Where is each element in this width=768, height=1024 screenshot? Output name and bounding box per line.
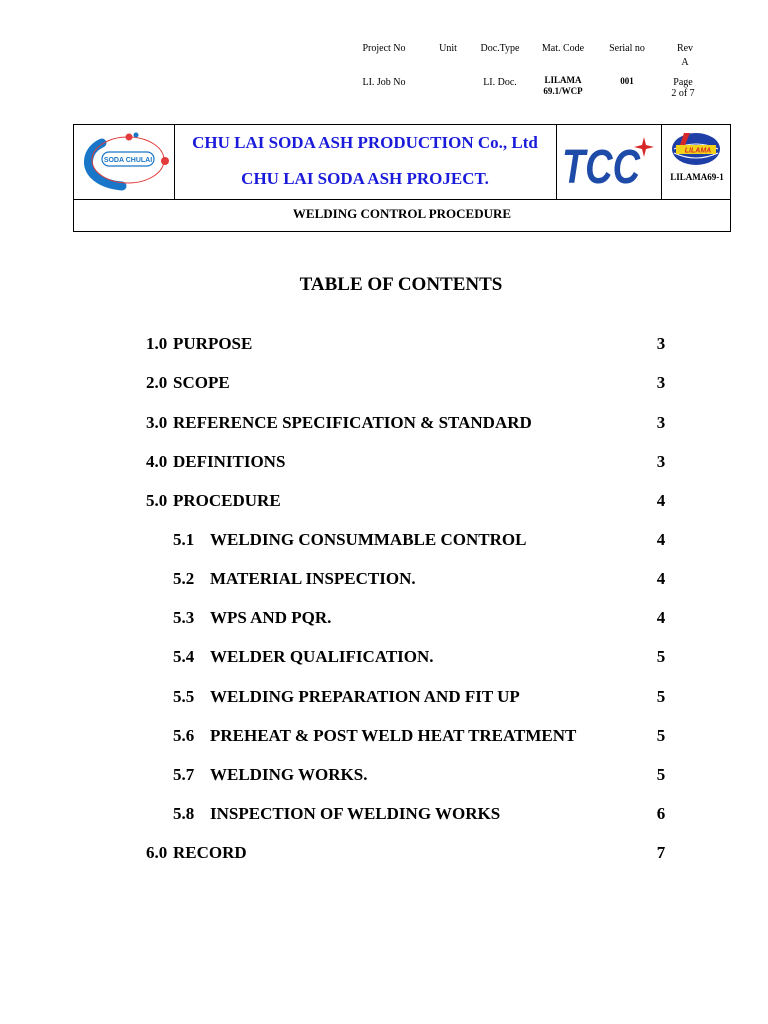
toc-entry-label: REFERENCE SPECIFICATION & STANDARD bbox=[173, 413, 532, 432]
tcc-logo-text: TCC bbox=[562, 141, 642, 193]
toc-entry-page: 5 bbox=[656, 765, 666, 784]
toc-entry-number: 5.7 bbox=[173, 765, 195, 784]
toc-entry-label: WELDING PREPARATION AND FIT UP bbox=[210, 687, 520, 706]
toc-entry-label: SCOPE bbox=[173, 373, 230, 392]
toc-entry bbox=[0, 334, 768, 356]
li-job-no: LI. Job No bbox=[362, 77, 406, 88]
toc-entry-page: 4 bbox=[656, 491, 666, 510]
divider bbox=[556, 125, 557, 199]
toc-entry-number: 5.6 bbox=[173, 726, 195, 745]
toc-entry-number: 5.5 bbox=[173, 687, 195, 706]
toc-entry bbox=[0, 726, 768, 748]
toc-entry-page: 4 bbox=[656, 530, 666, 549]
toc-entry-page: 3 bbox=[656, 413, 666, 432]
toc-entry-page: 7 bbox=[656, 843, 666, 862]
toc-entry bbox=[0, 647, 768, 669]
toc-entry-page: 5 bbox=[656, 726, 666, 745]
toc-entry-label: DEFINITIONS bbox=[173, 452, 286, 471]
divider bbox=[661, 125, 662, 199]
toc-entry-number: 5.2 bbox=[173, 569, 195, 588]
toc-entry bbox=[0, 491, 768, 513]
toc-entry-label: WELDING CONSUMMABLE CONTROL bbox=[210, 530, 527, 549]
rev-value: A bbox=[681, 57, 689, 68]
document-header bbox=[73, 124, 731, 232]
toc-entry-number: 5.8 bbox=[173, 804, 195, 823]
toc-entry-number: 5.3 bbox=[173, 608, 195, 627]
doc-type-label: Doc.Type bbox=[480, 43, 520, 54]
toc-entry-number: 3.0 bbox=[146, 413, 168, 432]
toc-entry bbox=[0, 765, 768, 787]
tcc-logo bbox=[560, 131, 658, 193]
toc-entry-page: 3 bbox=[656, 373, 666, 392]
toc-entry-number: 6.0 bbox=[146, 843, 168, 862]
soda-chulai-logo-text: SODA CHULAI bbox=[103, 157, 153, 164]
serial-no-label: Serial no bbox=[609, 43, 645, 54]
toc-entry-label: INSPECTION OF WELDING WORKS bbox=[210, 804, 501, 823]
toc-entry bbox=[0, 373, 768, 395]
document-title: WELDING CONTROL PROCEDURE bbox=[292, 206, 512, 221]
toc-entry-number: 5.0 bbox=[146, 491, 168, 510]
toc-entry-label: WPS AND PQR. bbox=[210, 608, 332, 627]
company-name: CHU LAI SODA ASH PRODUCTION Co., Ltd bbox=[192, 133, 538, 152]
toc-entry-label: MATERIAL INSPECTION. bbox=[210, 569, 416, 588]
mat-code-label: Mat. Code bbox=[541, 43, 585, 54]
toc-entry-label: WELDER QUALIFICATION. bbox=[210, 647, 434, 666]
toc-entry bbox=[0, 843, 768, 865]
divider bbox=[74, 199, 730, 200]
page-value: 2 of 7 bbox=[671, 88, 695, 99]
toc-entry-number: 5.1 bbox=[173, 530, 195, 549]
toc-entry-page: 5 bbox=[656, 647, 666, 666]
mat-code-line1: LILAMA bbox=[544, 75, 582, 85]
toc-entry-label: PURPOSE bbox=[173, 334, 253, 353]
lilama-code: LILAMA69-1 bbox=[670, 172, 724, 182]
toc-entry-page: 3 bbox=[656, 452, 666, 471]
mat-code-line2: 69.1/WCP bbox=[543, 86, 583, 96]
toc-entry bbox=[0, 569, 768, 591]
toc-entry bbox=[0, 687, 768, 709]
page-label: Page bbox=[673, 77, 693, 88]
toc-entry bbox=[0, 452, 768, 474]
toc-entry bbox=[0, 608, 768, 630]
unit-label: Unit bbox=[439, 43, 457, 54]
toc-entry bbox=[0, 413, 768, 435]
toc-entry bbox=[0, 530, 768, 552]
toc-entry-page: 6 bbox=[656, 804, 666, 823]
toc-entry-page: 4 bbox=[656, 569, 666, 588]
serial-value: 001 bbox=[620, 76, 634, 86]
toc-entry bbox=[0, 804, 768, 826]
toc-entry-label: RECORD bbox=[173, 843, 247, 862]
lilama-logo-text: LILAMA bbox=[684, 147, 712, 155]
lilama-logo bbox=[670, 129, 722, 169]
toc-entry-page: 3 bbox=[656, 334, 666, 353]
project-name: CHU LAI SODA ASH PROJECT. bbox=[241, 169, 489, 188]
toc-entry-number: 5.4 bbox=[173, 647, 195, 666]
li-doc: LI. Doc. bbox=[483, 77, 517, 88]
rev-label: Rev bbox=[676, 43, 694, 54]
toc-entry-label: PREHEAT & POST WELD HEAT TREATMENT bbox=[210, 726, 577, 745]
toc-entry-label: WELDING WORKS. bbox=[210, 765, 368, 784]
toc-entry-label: PROCEDURE bbox=[173, 491, 281, 510]
toc-entry-page: 5 bbox=[656, 687, 666, 706]
soda-chulai-logo bbox=[80, 131, 172, 193]
toc-title: TABLE OF CONTENTS bbox=[299, 274, 503, 295]
toc-entry-number: 4.0 bbox=[146, 452, 168, 471]
project-no-label: Project No bbox=[362, 43, 406, 54]
toc-entry-number: 2.0 bbox=[146, 373, 168, 392]
toc-entry-page: 4 bbox=[656, 608, 666, 627]
toc-entry-number: 1.0 bbox=[146, 334, 168, 353]
